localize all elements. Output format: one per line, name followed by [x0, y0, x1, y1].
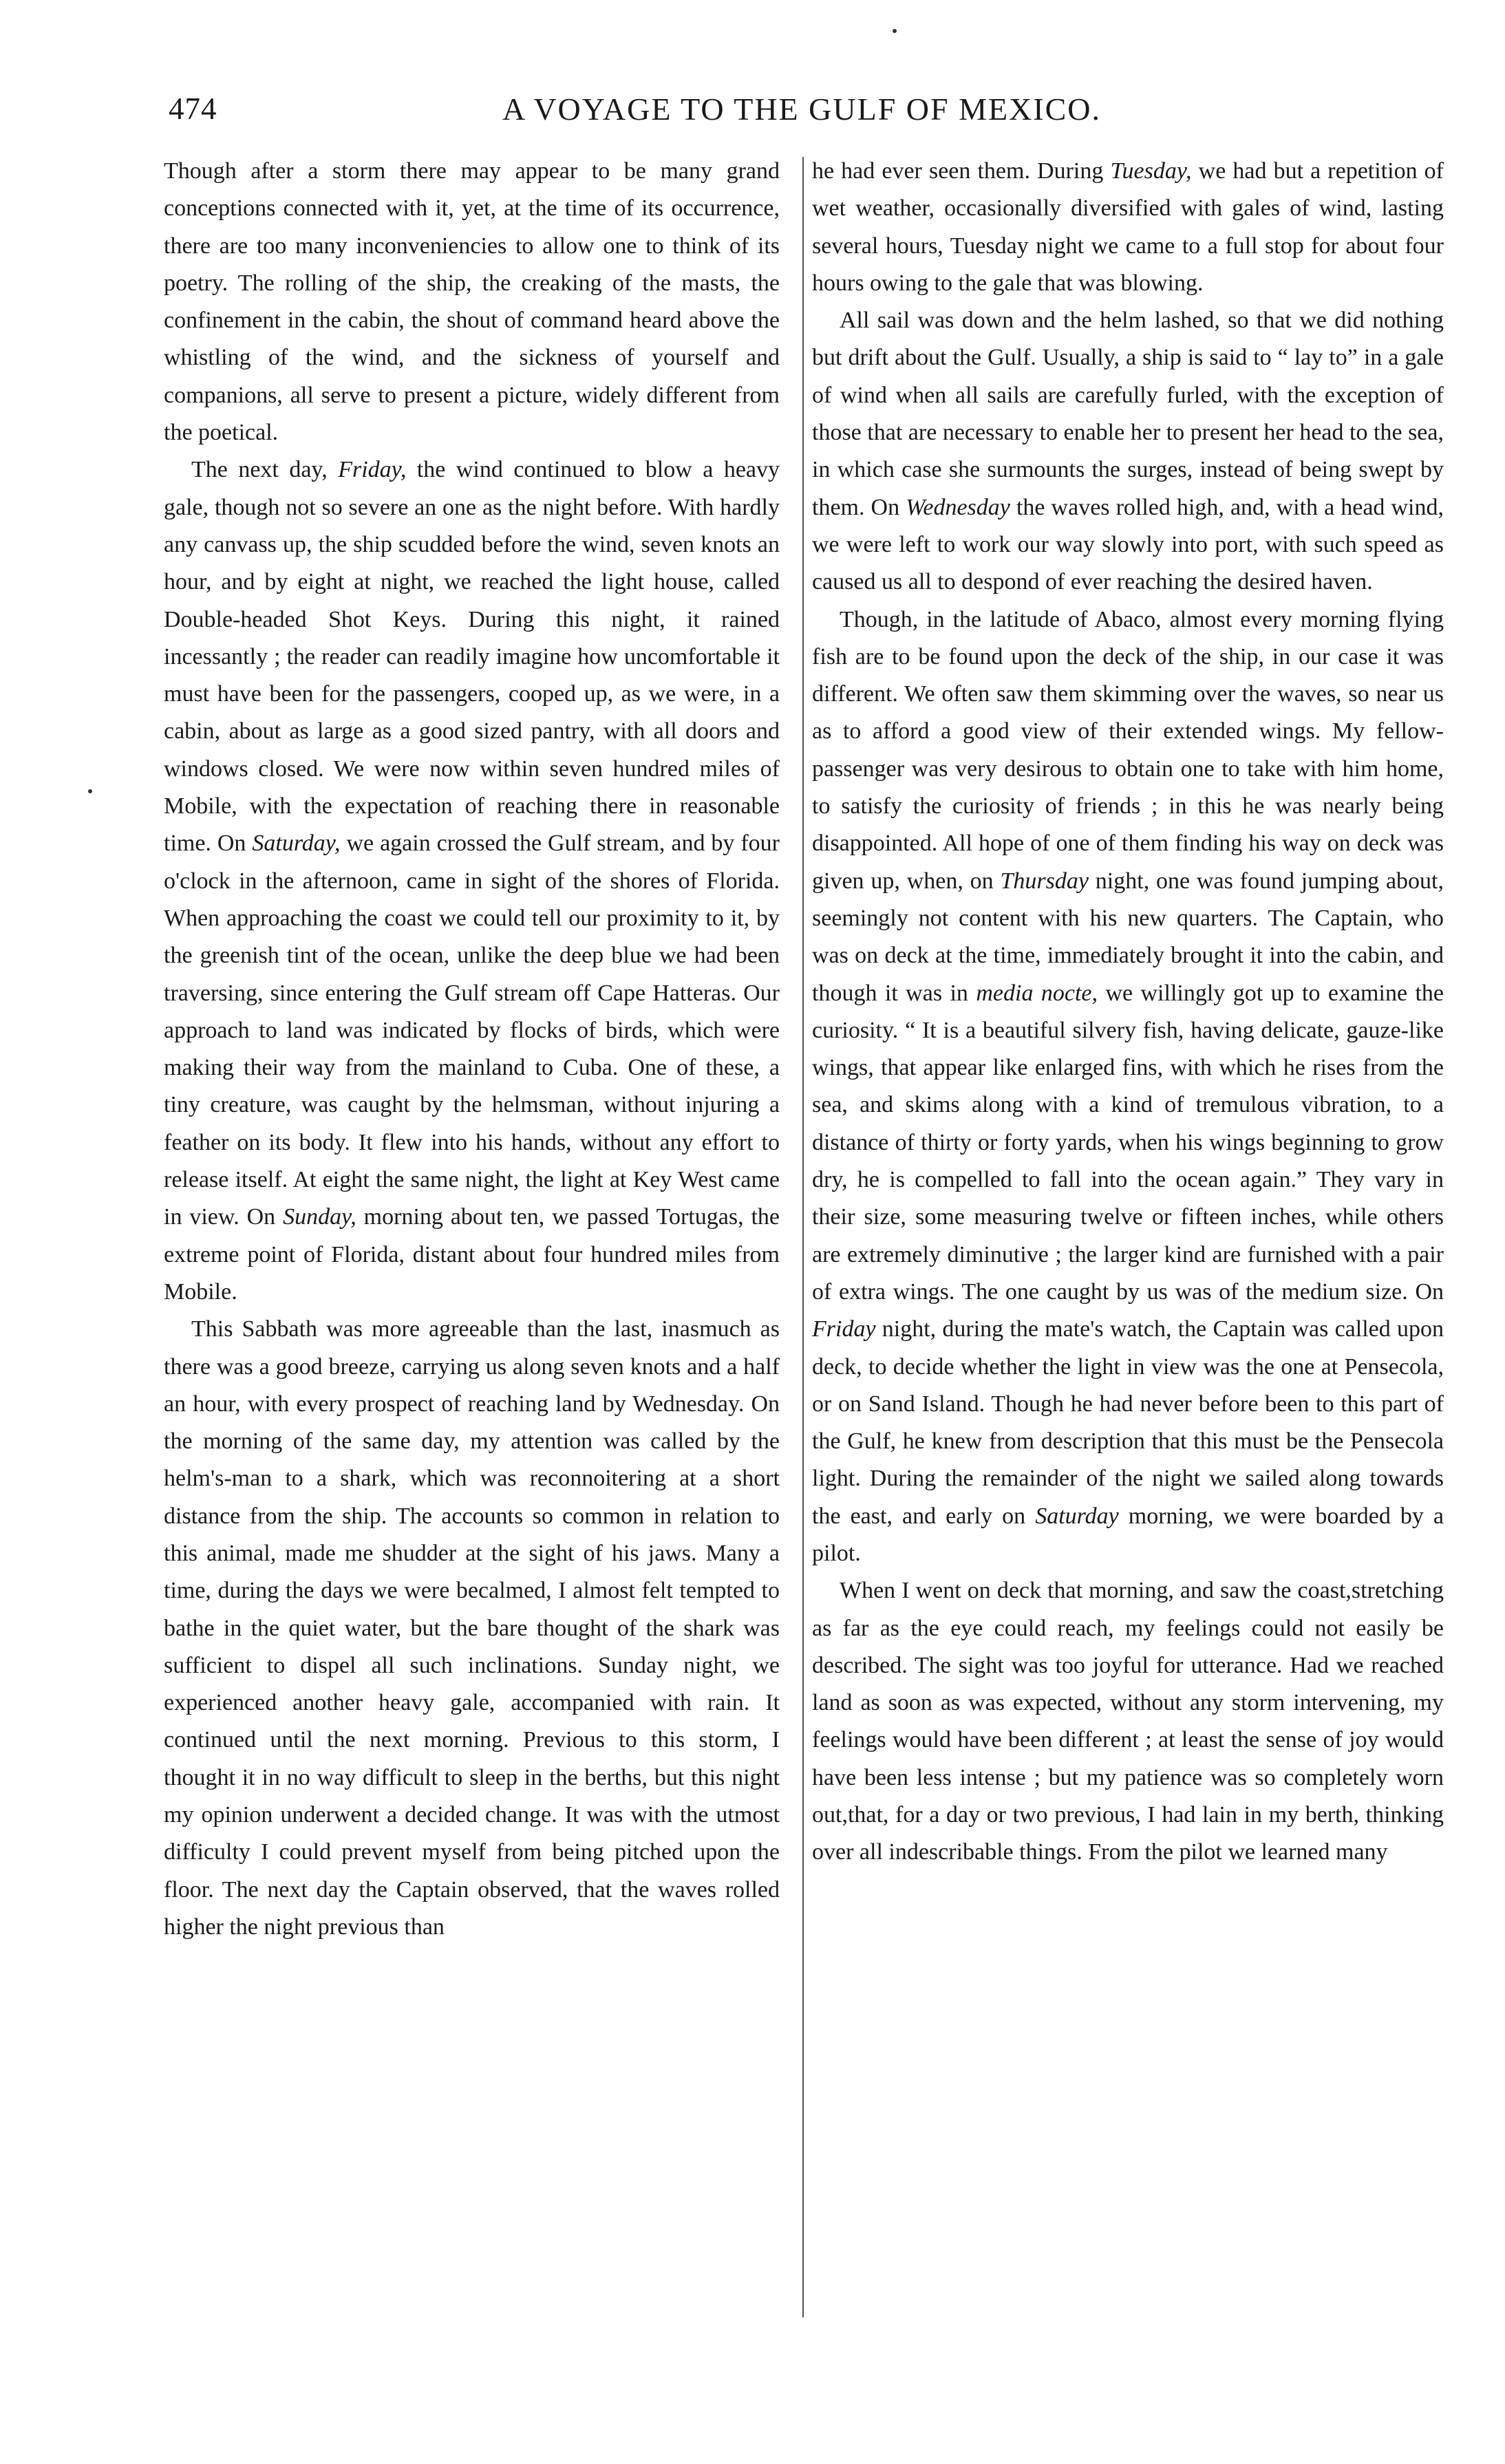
ink-speck — [893, 29, 897, 33]
page-header — [162, 91, 1442, 139]
paragraph: Though, in the latitude of Abaco, almost every morning flying fish are to be found upon the deck of the ship, in our case it was different. We often saw them skimming over the waves, so near us as to afford a good view of their extended wings. My fellow-passenger was very desirous to obtain one to take with him home, to satisfy the curiosity of friends ; in this he was nearly being disappointed. All hope of one of them finding his way on deck was given up, when, on Thursday night, one was found jumping about, seemingly not content with his new quarters. The Captain, who was on deck at the time, immediately brought it into the cabin, and though it was in media nocte, we willingly got up to examine the curiosity. “ It is a beautiful silvery fish, having delicate, gauze-like wings, that appear like enlarged fins, with which he rises from the sea, and skims along with a kind of tremulous vibration, to a distance of thirty or forty yards, when his wings beginning to grow dry, he is compelled to fall into the ocean again.” They vary in their size, some measuring twelve or fifteen inches, while others are extremely diminutive ; the larger kind are furnished with a pair of extra wings. The one caught by us was of the medium size. On Friday night, during the mate's watch, the Captain was called upon deck, to decide whether the light in view was the one at Pensecola, or on Sand Island. Though he had never before been to this part of the Gulf, he knew from description that this must be the Pensecola light. During the remainder of the night we sailed along towards the east, and early on Saturday morning, we were boarded by a pilot. — [812, 606, 1444, 1566]
ink-speck — [88, 789, 92, 793]
paragraph: The next day, Friday, the wind continued to blow a heavy gale, though not so severe an one as the night before. With hardly any canvass up, the ship scudded before the wind, seven knots an hour, and by eight at night, we reached the light house, called Double-headed Shot Keys. During this night, it rained incessantly ; the reader can readily imagine how uncomfortable it must have been for the passengers, cooped up, as we were, in a cabin, about as large as a good sized pantry, with all doors and windows closed. We were now within seven hundred miles of Mobile, with the expectation of reaching there in reasonable time. On Saturday, we again crossed the Gulf stream, and by four o'clock in the afternoon, came in sight of the shores of Florida. When approaching the coast we could tell our proximity to it, by the greenish tint of the ocean, unlike the deep blue we had been traversing, since entering the Gulf stream off Cape Hatteras. Our approach to land was indicated by flocks of birds, which were making their way from the mainland to Cuba. One of these, a tiny creature, was caught by the helmsman, without injuring a feather on its body. It flew into his hands, without any effort to release itself. At eight the same night, the light at Key West came in view. On Sunday, morning about ten, we passed Tortugas, the extreme point of Florida, distant about four hundred miles from Mobile. — [164, 457, 780, 1305]
paragraph: This Sabbath was more agreeable than the last, inasmuch as there was a good breeze, carrying us along seven knots and a half an hour, with every prospect of reaching land by Wednesday. On the morning of the same day, my attention was called by the helm's-man to a shark, which was reconnoitering at a short distance from the ship. The accounts so common in relation to this animal, made me shudder at the sight of his jaws. Many a time, during the days we were becalmed, I almost felt tempted to bathe in the quiet water, but the bare thought of the shark was sufficient to dispel all such inclinations. Sunday night, we experienced another heavy gale, accompanied with rain. It continued until the next morning. Previous to this storm, I thought it in no way difficult to sleep in the berths, but this night my opinion underwent a decided change. It was with the utmost difficulty I could prevent myself from being pitched upon the floor. The next day the Captain observed, that the waves rolled higher the night previous than — [164, 1316, 780, 1940]
paragraph: he had ever seen them. During Tuesday, we had but a repetition of wet weather, occasionally diversified with gales of wind, lasting several hours, Tuesday night we came to a full stop for about four hours owing to the gale that was blowing. — [812, 158, 1444, 296]
running-title: A VOYAGE TO THE GULF OF MEXICO. — [502, 92, 1102, 127]
paragraph: All sail was down and the helm lashed, so that we did nothing but drift about the Gulf. Usually, a ship is said to “ lay to” in a gale of wind when all sails are carefully furled, with the exception of those that are necessary to enable her to present her head to the sea, in which case she surmounts the surges, instead of being swept by them. On Wednesday the waves rolled high, and, with a head wind, we were left to work our way slowly into port, with such speed as caused us all to despond of ever reaching the desired haven. — [812, 308, 1444, 595]
page-number: 474 — [169, 92, 217, 126]
column-divider — [802, 157, 804, 2317]
paragraph: When I went on deck that morning, and saw the coast,stretching as far as the eye could reach, my feelings could not easily be described. The sight was too joyful for utterance. Had we reached land as soon as was expected, without any storm intervening, my feelings would have been different ; at least the sense of joy would have been less intense ; but my patience was so completely worn out,that, for a day or two previous, I had lain in my berth, thinking over all indescribable things. From the pilot we learned many — [812, 1578, 1444, 1865]
right-column — [812, 153, 1444, 1872]
left-column — [164, 153, 780, 1946]
paragraph: Though after a storm there may appear to be many grand conceptions connected with it, yet, at the time of its occurrence, there are too many inconveniencies to allow one to think of its poetry. The rolling of the ship, the creaking of the masts, the confinement in the cabin, the shout of command heard above the whistling of the wind, and the sickness of yourself and companions, all serve to present a picture, widely different from the poetical. — [164, 158, 780, 446]
